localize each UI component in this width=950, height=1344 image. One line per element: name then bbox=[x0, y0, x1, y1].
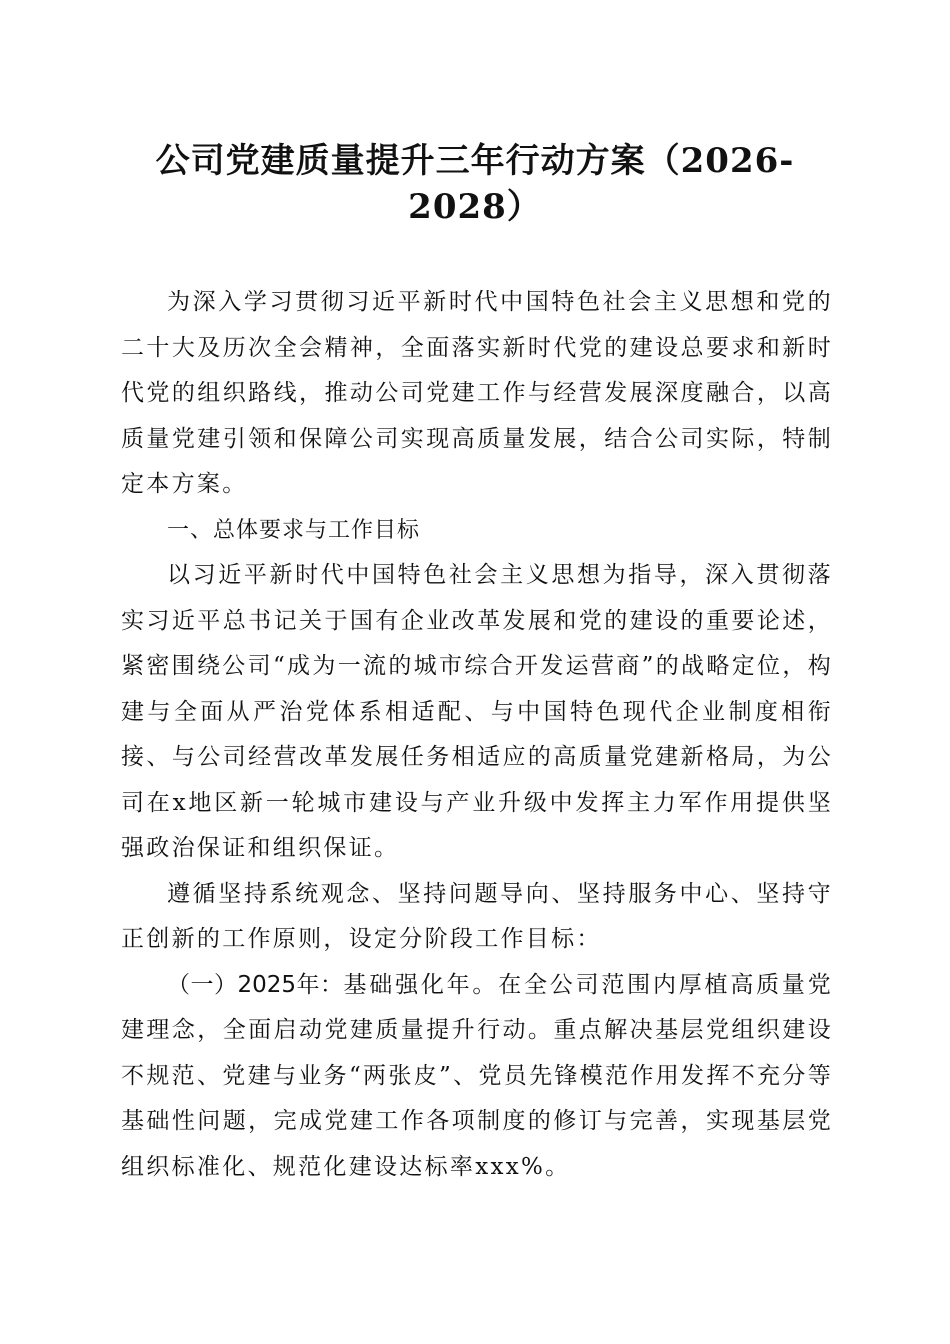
section1-paragraph-guidance: 以习近平新时代中国特色社会主义思想为指导，深入贯彻落实习近平总书记关于国有企业改革发展和党的建设的重要论述，紧密围绕公司“成为一流的城市综合开发运营商”的战略定位，构建与全面从严治党体系相适配、与中国特色现代企业制度相衔接、与公司经营改革发展任务相适应的高质量党建新格局，为公司在x地区新一轮城市建设与产业升级中发挥主力军作用提供坚强政治保证和组织保证。 bbox=[121, 562, 833, 861]
document-body bbox=[121, 280, 833, 1190]
stage-2025-label: （一）2025年： bbox=[167, 971, 344, 998]
section1-paragraph-principles: 遵循坚持系统观念、坚持问题导向、坚持服务中心、坚持守正创新的工作原则，设定分阶段工作目标： bbox=[121, 880, 833, 952]
stage-2025-paragraph bbox=[121, 963, 833, 1191]
intro-paragraph: 为深入学习贯彻习近平新时代中国特色社会主义思想和党的二十大及历次全会精神，全面落实新时代党的建设总要求和新时代党的组织路线，推动公司党建工作与经营发展深度融合，以高质量党建引领和保障公司实现高质量发展，结合公司实际，特制定本方案。 bbox=[121, 289, 833, 497]
section-heading-1: 一、总体要求与工作目标 bbox=[167, 517, 421, 543]
document-title: 公司党建质量提升三年行动方案（2026-2028） bbox=[155, 141, 795, 227]
stage-2025-text: 基础强化年。在全公司范围内厚植高质量党建理念，全面启动党建质量提升行动。重点解决基层党组织建设不规范、党建与业务“两张皮”、党员先锋模范作用发挥不充分等基础性问题，完成党建工作各项制度的修订与完善，实现基层党组织标准化、规范化建设达标率xxx%。 bbox=[121, 971, 833, 1180]
